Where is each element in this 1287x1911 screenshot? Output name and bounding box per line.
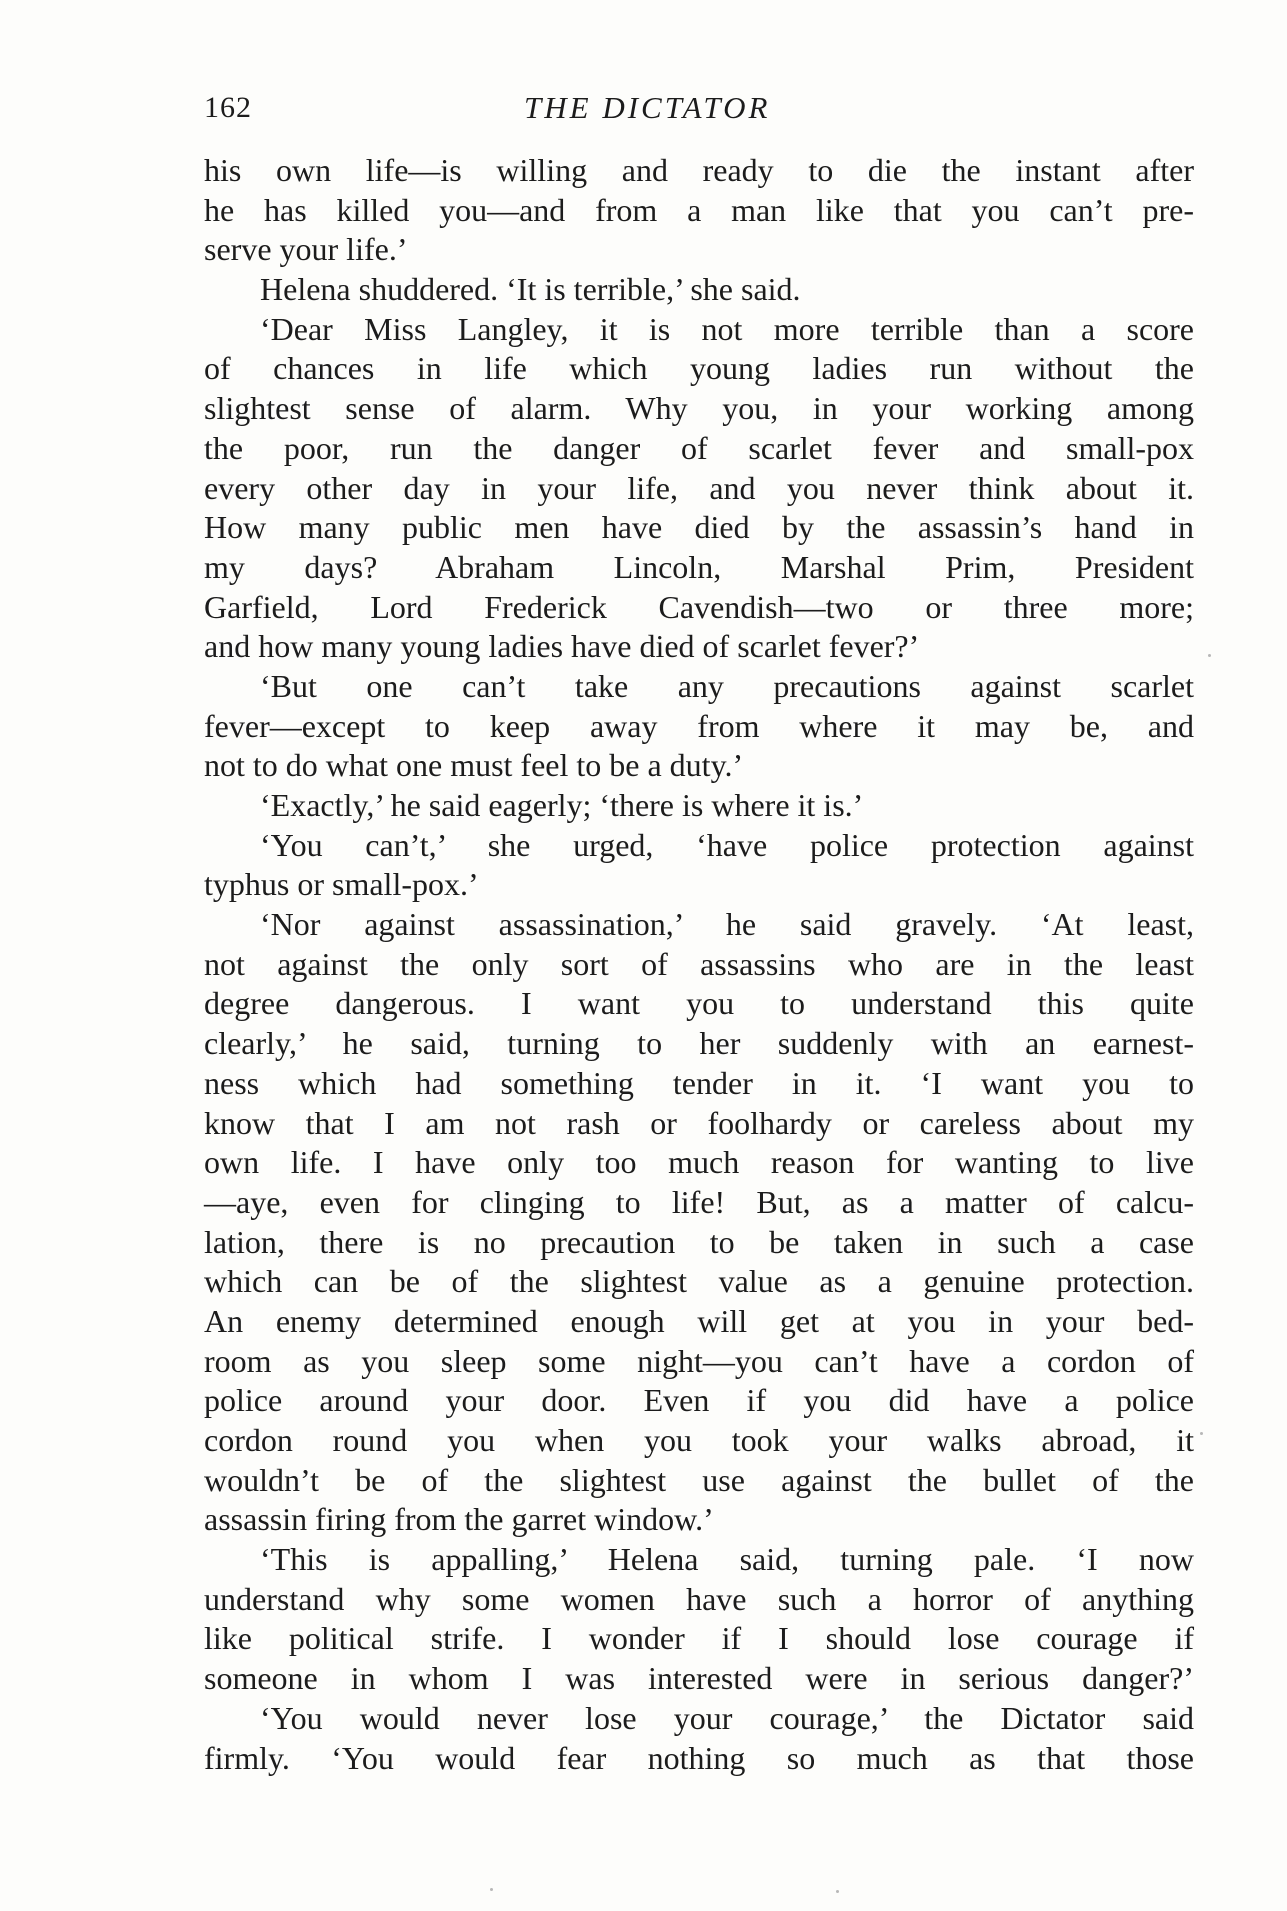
body-text [204, 151, 1194, 1778]
text-line: own life. I have only too much reason for wanting to live [204, 1144, 1194, 1181]
text-line: like political strife. I wonder if I should lose courage if [204, 1620, 1194, 1657]
text-line: police around your door. Even if you did have a police [204, 1382, 1194, 1419]
text-line: of chances in life which young ladies run without the [204, 350, 1194, 387]
text-line: slightest sense of alarm. Why you, in your working among [204, 390, 1194, 427]
running-title: THE DICTATOR [524, 90, 771, 125]
text-line: and how many young ladies have died of scarlet fever?’ [204, 628, 920, 665]
text-line: not to do what one must feel to be a duty.’ [204, 747, 744, 784]
page-number: 162 [204, 91, 252, 124]
text-line: ‘You would never lose your courage,’ the Dictator said [260, 1699, 1194, 1736]
text-line: understand why some women have such a horror of anything [204, 1580, 1194, 1617]
text-line: ness which had something tender in it. ‘I want you to [204, 1064, 1194, 1101]
text-line: he has killed you—and from a man like that you can’t pre- [204, 191, 1194, 228]
text-line: his own life—is willing and ready to die the instant after [204, 152, 1194, 188]
text-line: assassin firing from the garret window.’ [204, 1501, 714, 1538]
text-line: serve your life.’ [204, 231, 408, 268]
text-line: fever—except to keep away from where it may be, and [204, 707, 1194, 744]
ink-speck [1200, 1432, 1203, 1435]
text-line: the poor, run the danger of scarlet fever and small-pox [204, 429, 1194, 466]
text-line: know that I am not rash or foolhardy or careless about my [204, 1104, 1194, 1141]
text-line: Helena shuddered. ‘It is terrible,’ she said. [260, 271, 801, 308]
ink-speck [1208, 654, 1211, 657]
text-line: Garfield, Lord Frederick Cavendish—two or three more; [204, 588, 1194, 625]
text-line: How many public men have died by the assassin’s hand in [204, 509, 1194, 546]
text-line: firmly. ‘You would fear nothing so much as that those [204, 1739, 1194, 1776]
text-line: An enemy determined enough will get at you in your bed- [204, 1302, 1194, 1339]
text-line: room as you sleep some night—you can’t have a cordon of [204, 1342, 1194, 1379]
text-line: degree dangerous. I want you to understand this quite [204, 985, 1194, 1022]
text-line: ‘Nor against assassination,’ he said gravely. ‘At least, [260, 906, 1194, 943]
ink-speck [490, 1888, 493, 1891]
text-line: every other day in your life, and you never think about it. [204, 469, 1194, 506]
text-line: ‘But one can’t take any precautions against scarlet [260, 667, 1194, 704]
ink-speck [836, 1890, 839, 1893]
text-line: ‘This is appalling,’ Helena said, turning pale. ‘I now [260, 1541, 1194, 1578]
text-line: lation, there is no precaution to be taken in such a case [204, 1223, 1194, 1260]
text-line: wouldn’t be of the slightest use against the bullet of the [204, 1461, 1194, 1498]
text-line: ‘Exactly,’ he said eagerly; ‘there is where it is.’ [260, 787, 864, 823]
text-line: cordon round you when you took your walks abroad, it [204, 1422, 1194, 1458]
text-line: —aye, even for clinging to life! But, as a matter of calcu- [204, 1183, 1194, 1220]
text-line: ‘Dear Miss Langley, it is not more terrible than a score [260, 310, 1194, 347]
page-header [204, 86, 1194, 130]
text-line: ‘You can’t,’ she urged, ‘have police protection against [260, 826, 1194, 863]
text-line: my days? Abraham Lincoln, Marshal Prim, President [204, 548, 1194, 585]
text-line: someone in whom I was interested were in serious danger?’ [204, 1660, 1194, 1697]
text-line: typhus or small-pox.’ [204, 866, 479, 903]
text-line: which can be of the slightest value as a genuine protection. [204, 1263, 1194, 1300]
text-line: clearly,’ he said, turning to her suddenly with an earnest- [204, 1025, 1194, 1062]
text-line: not against the only sort of assassins who are in the least [204, 945, 1194, 982]
